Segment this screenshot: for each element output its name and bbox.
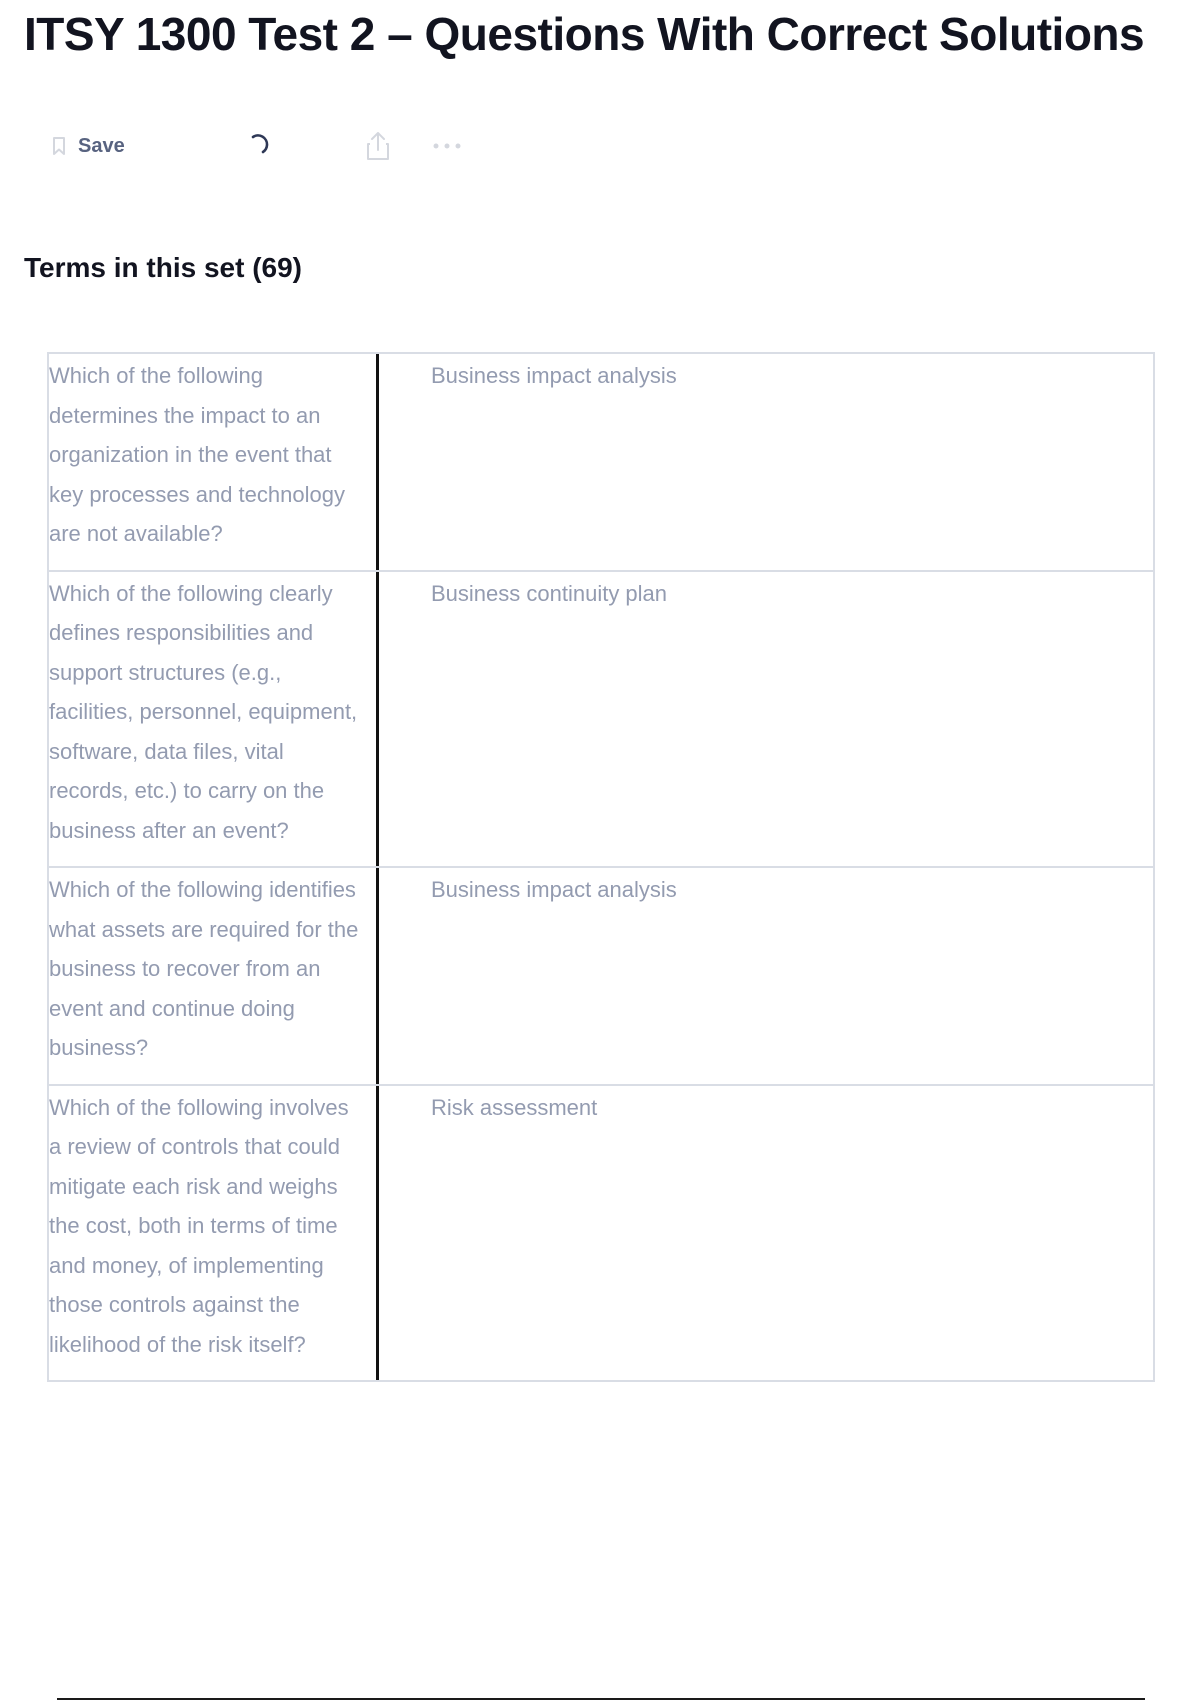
page-title: ITSY 1300 Test 2 – Questions With Correct Solutions: [24, 8, 1145, 60]
share-button[interactable]: [364, 128, 392, 164]
more-icon: [432, 142, 462, 150]
save-label: Save: [78, 134, 125, 157]
term-question[interactable]: Which of the following involves a review of controls that could mitigate each risk and weighs the cost, both in terms of time and money, of implementing those controls against the likelihood of the risk itself?: [49, 1086, 379, 1381]
term-card: [47, 570, 1155, 869]
term-answer[interactable]: Risk assessment: [431, 1094, 598, 1120]
refresh-icon: [244, 130, 272, 163]
term-card: [47, 1084, 1155, 1383]
term-answer[interactable]: Business impact analysis: [431, 877, 677, 902]
term-answer[interactable]: Business impact analysis: [431, 363, 677, 388]
bookmark-icon: [52, 136, 66, 156]
set-toolbar: [52, 128, 512, 164]
share-icon: [364, 130, 392, 162]
terms-count-heading: Terms in this set (69): [24, 252, 303, 283]
more-button[interactable]: [432, 128, 462, 164]
save-button[interactable]: [52, 128, 125, 164]
refresh-button[interactable]: [244, 128, 272, 164]
terms-list: [47, 354, 1155, 1382]
term-question[interactable]: Which of the following clearly defines responsibilities and support structures (e.g., facilities, personnel, equipment, software, data files, vital records, etc.) to carry on the business after an event?: [49, 572, 379, 867]
term-question[interactable]: Which of the following determines the impact to an organization in the event that key processes and technology are not available?: [49, 354, 379, 570]
term-card: [47, 866, 1155, 1086]
term-card: [47, 352, 1155, 572]
term-question[interactable]: Which of the following identifies what assets are required for the business to recover from an event and continue doing business?: [49, 868, 379, 1084]
term-answer[interactable]: Business continuity plan: [431, 580, 668, 606]
